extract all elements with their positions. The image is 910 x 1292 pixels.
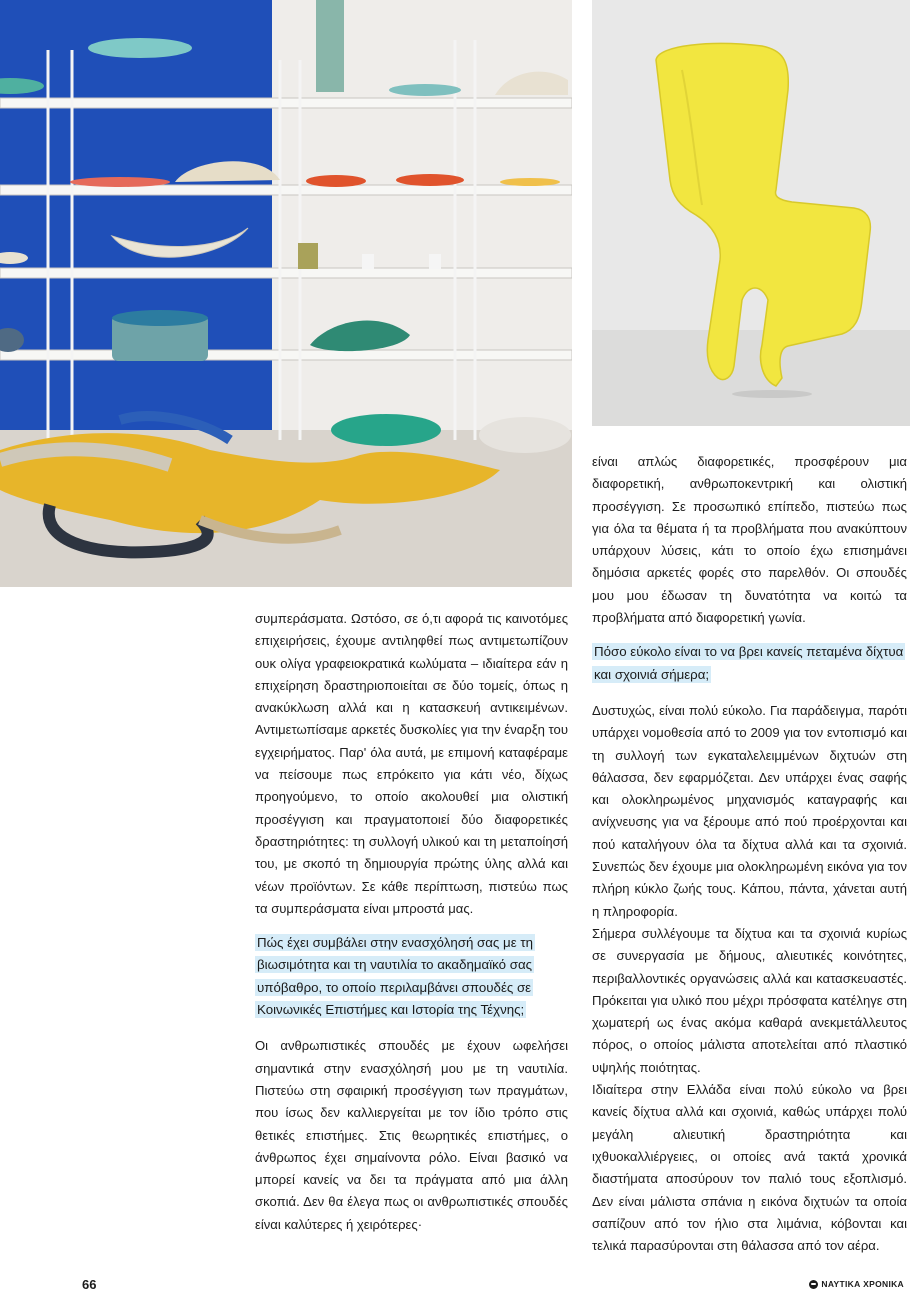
chair-photo	[592, 0, 910, 426]
left-paragraph-2: Οι ανθρωπιστικές σπουδές με έχουν ωφελήσει σημαντικά στην ενασχόλησή μου με τη ναυτιλία. Πιστεύω στη σφαιρική προσέγγιση των πραγμάτων, που ίσως δεν καλλιεργείται με τον ίδιο τρόπο στις θετικές επιστήμες. Στις θεωρητικές επιστήμες, ο άνθρωπος έχει σημαίνοντα ρόλο. Είναι βασικό να μπορεί κανείς να δει τα πράγματα από μια άλλη σκοπιά. Δεν θα έλεγα πως οι ανθρωπιστικές σπουδές είναι καλύτερες ή χειρότερες·	[255, 1038, 568, 1232]
right-paragraph-2: Δυστυχώς, είναι πολύ εύκολο. Για παράδειγμα, παρότι υπάρχει νομοθεσία από το 2009 για τον εντοπισμό και τη συλλογή των εγκαταλελειμμένων διχτυών στη θάλασσα, δεν εφαρμόζεται. Δεν υπάρχει ένας σαφής και ολοκληρωμένος μηχανισμός καταγραφής και ανίχνευσης για να ξέρουμε από πού προέρχονται και πού καταλήγουν όλα τα δίχτυα αλλά και τα σχοινιά. Συνεπώς δεν έχουμε μια ολοκληρωμένη εικόνα για τον πλήρη κύκλο ζωής τους. Κάπου, πάντα, χάνεται αυτή η πληροφορία.	[592, 702, 907, 919]
magazine-brand	[809, 1279, 904, 1289]
page-number: 66	[82, 1277, 97, 1292]
left-question	[255, 932, 568, 1021]
magazine-brand-name: ΝΑΥΤΙΚΑ ΧΡΟΝΙΚΑ	[821, 1279, 904, 1289]
right-question	[592, 641, 907, 686]
chair-illustration	[592, 0, 910, 426]
right-question-text: Πόσο εύκολο είναι το να βρει κανείς πεταμένα δίχτυα και σχοινιά σήμερα;	[594, 644, 904, 682]
left-text-column	[255, 608, 568, 1236]
right-paragraph-1: είναι απλώς διαφορετικές, προσφέρουν μια διαφορετική, ανθρωποκεντρική και ολιστική προσέγγιση. Σε προσωπικό επίπεδο, πιστεύω πως για όλα τα θέματα ή τα προβλήματα που ανακύπτουν υπάρχουν λύσεις, κάτι το οποίο έχω επισημάνει δημόσια αρκετές φορές στο παρελθόν. Οι σπουδές μου μου έδωσαν τη δυνατότητα να κοιτώ τα προβλήματα από διαφορετική γωνία.	[592, 454, 907, 626]
right-paragraph-4: Ιδιαίτερα στην Ελλάδα είναι πολύ εύκολο να βρει κανείς δίχτυα αλλά και σχοινιά, καθώς υπάρχει πολύ μεγάλη αλιευτική δραστηριότητα και ιχθυοκαλλιέργειες, οι οποίες ανά τακτά χρονικά διαστήματα αποσύρουν τον παλιό τους εξοπλισμό. Δεν είναι μάλιστα σπάνια η εικόνα διχτυών τα οποία σαπίζουν από τον ήλιο στα λιμάνια, κόβονται και τελικά παρασύρονται στη θάλασσα από τον αέρα.	[592, 1082, 907, 1254]
left-question-text: Πώς έχει συμβάλει στην ενασχόλησή σας με τη βιωσιμότητα και τη ναυτιλία το ακαδημαϊκό σας υπόβαθρο, το οποίο περιλαμβάνει σπουδές σε Κοινωνικές Επιστήμες και Ιστορία της Τέχνης;	[257, 935, 533, 1018]
left-paragraph-1: συμπεράσματα. Ωστόσο, σε ό,τι αφορά τις καινοτόμες επιχειρήσεις, έχουμε αντιληφθεί πως αντιμετωπίζουν ουκ ολίγα γραφειοκρατικά κωλύματα – ιδιαίτερα εάν η επιχείρηση δραστηριοποιείται σε δύο τομείς, όπως η ανακύκλωση αλλά και η κατασκευή αντικειμένων. Αντιμετωπίσαμε αρκετές δυσκολίες για την έναρξη του εγχειρήματος. Παρ' όλα αυτά, με επιμονή καταφέραμε να πείσουμε πως επρόκειτο για κάτι νέο, δίχως προηγούμενο, το οποίο ακολουθεί μια ολιστική προσέγγιση και πραγματοποιεί δύο διαφορετικές δραστηριότητες: τη συλλογή υλικού και τη μεταποίησή του, με σκοπό τη δημιουργία πρώτης ύλης αλλά και νέων προϊόντων. Σε κάθε περίπτωση, πιστεύω πως τα συμπεράσματα είναι μπροστά μας.	[255, 611, 568, 916]
right-paragraph-3: Σήμερα συλλέγουμε τα δίχτυα και τα σχοινιά κυρίως σε συνεργασία με δήμους, αλιευτικές κοινότητες, περιβαλλοντικές οργανώσεις αλλά και κατασκευαστές. Πρόκειται για υλικό που μέχρι πρόσφατα κατέληγε στη χωματερή ως ένας ακόμα καθαρά ανεκμετάλλευτος πόρος, ο οποίος μάλιστα αποτελείται από πλαστικό υψηλής ποιότητας.	[592, 925, 907, 1075]
shelves-illustration	[0, 0, 572, 587]
brand-logo-icon	[809, 1280, 818, 1289]
right-text-column	[592, 451, 907, 1257]
shelves-photo	[0, 0, 572, 587]
